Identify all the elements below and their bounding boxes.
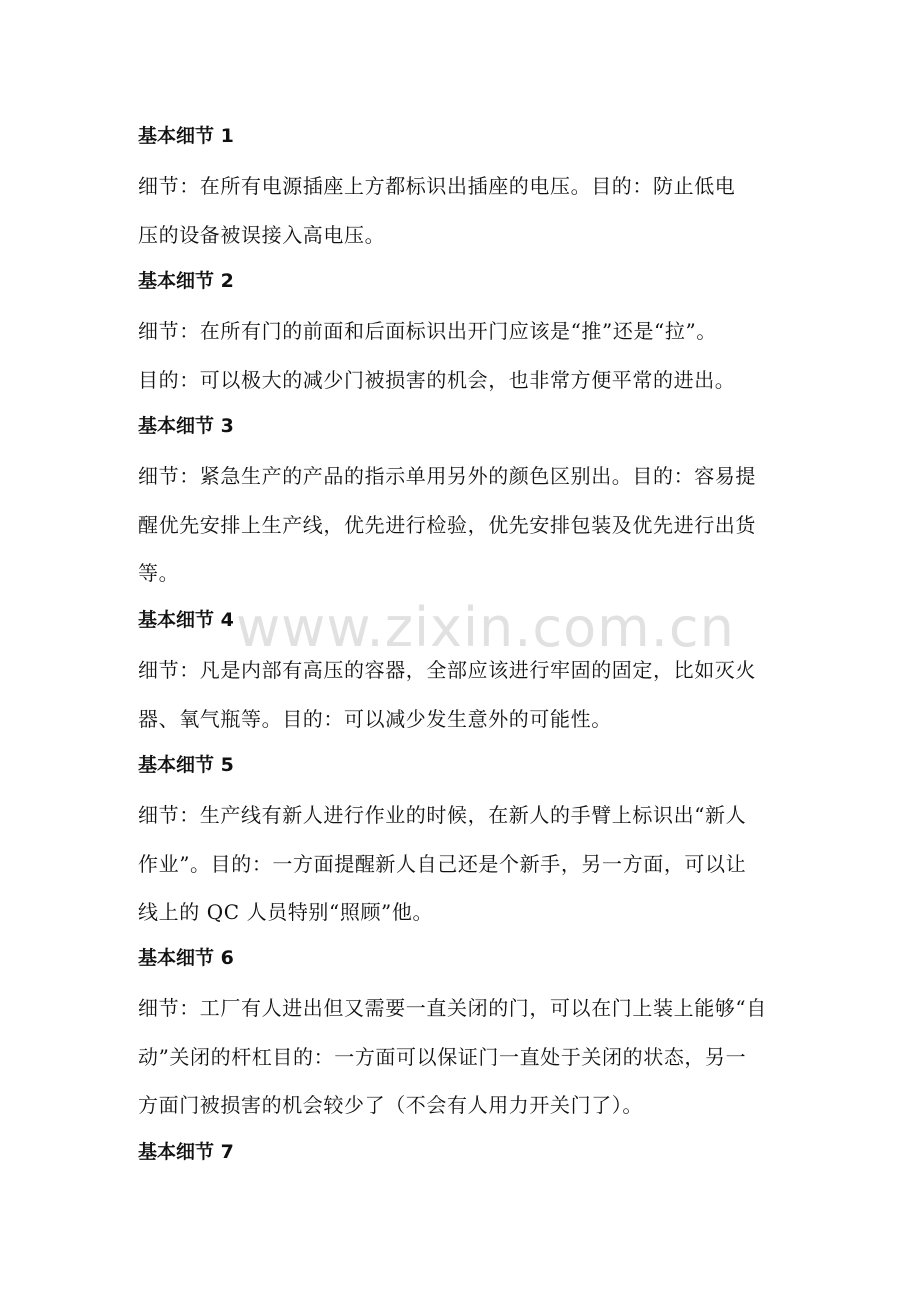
section-4-line-1: 细节：凡是内部有高压的容器，全部应该进行牢固的固定，比如灭火 bbox=[138, 658, 756, 682]
section-3-body bbox=[138, 452, 798, 598]
section-4-heading: 基本细节 4 bbox=[138, 609, 234, 631]
section-7-heading: 基本细节 7 bbox=[138, 1141, 234, 1163]
section-6-line-2: 动”关闭的杆杠目的：一方面可以保证门一直处于关闭的状态，另一 bbox=[138, 1044, 747, 1069]
section-5-line-1: 细节：生产线有新人进行作业的时候，在新人的手臂上标识出“新人 bbox=[138, 803, 747, 827]
section-3-line-3: 等。 bbox=[138, 561, 180, 585]
section-6-line-1: 细节：工厂有人进出但又需要一直关闭的门，可以在门上装上能够“自 bbox=[138, 996, 767, 1020]
section-5-line-2: 作业”。目的：一方面提醒新人自己还是个新手，另一方面，可以让 bbox=[138, 851, 747, 876]
section-1-heading: 基本细节 1 bbox=[138, 125, 234, 147]
section-3-heading: 基本细节 3 bbox=[138, 415, 234, 437]
section-2-body bbox=[138, 307, 798, 404]
section-3-line-1: 细节：紧急生产的产品的指示单用另外的颜色区别出。目的：容易提 bbox=[138, 464, 756, 488]
section-6-heading: 基本细节 6 bbox=[138, 947, 234, 969]
section-2-line-1: 细节：在所有门的前面和后面标识出开门应该是“推”还是“拉”。 bbox=[138, 319, 717, 343]
section-2-line-2: 目的：可以极大的减少门被损害的机会，也非常方便平常的进出。 bbox=[138, 367, 736, 392]
section-2-heading: 基本细节 2 bbox=[138, 270, 234, 292]
section-6-line-3: 方面门被损害的机会较少了（不会有人用力开关门了）。 bbox=[138, 1093, 643, 1117]
watermark: www.zixin.com.cn bbox=[236, 596, 735, 659]
section-5-line-3: 线上的 QC 人员特别“照顾”他。 bbox=[138, 900, 434, 924]
section-6-body bbox=[138, 984, 798, 1130]
section-1-line-1: 细节：在所有电源插座上方都标识出插座的电压。目的：防止低电 bbox=[138, 174, 736, 198]
section-4-line-2: 器、氧气瓶等。目的：可以减少发生意外的可能性。 bbox=[138, 706, 612, 731]
section-5-heading: 基本细节 5 bbox=[138, 754, 234, 776]
section-3-line-2: 醒优先安排上生产线，优先进行检验，优先安排包装及优先进行出货 bbox=[138, 512, 756, 537]
section-4-body bbox=[138, 646, 798, 743]
section-1-line-2: 压的设备被误接入高电压。 bbox=[138, 222, 386, 247]
section-1-body bbox=[138, 162, 798, 259]
section-5-body bbox=[138, 791, 798, 937]
